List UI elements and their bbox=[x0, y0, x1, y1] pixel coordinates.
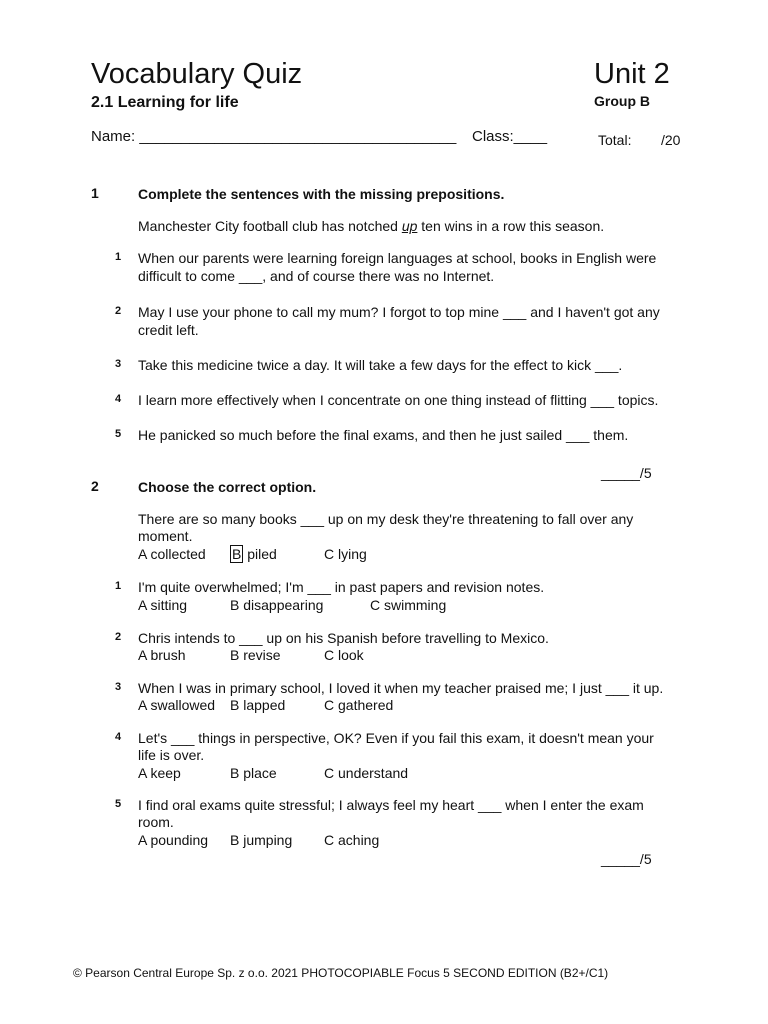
item-text-continued: room. bbox=[138, 814, 174, 830]
option-a: A brush bbox=[138, 647, 186, 663]
total-max: /20 bbox=[661, 132, 681, 148]
section-instruction: Choose the correct option. bbox=[138, 479, 317, 495]
section-score: _____/5 bbox=[601, 465, 652, 481]
section-number: 1 bbox=[91, 185, 99, 201]
item-text: I find oral exams quite stressful; I always feel my heart ___ when I enter the exam bbox=[138, 797, 644, 813]
selected-answer-box: B bbox=[232, 546, 242, 562]
item-text: Take this medicine twice a day. It will take a few days for the effect to kick ___. bbox=[138, 357, 623, 373]
item-text: Let's ___ things in perspective, OK? Even if you fail this exam, it doesn't mean your bbox=[138, 730, 654, 746]
example-sentence bbox=[138, 217, 604, 235]
example-option-b bbox=[230, 545, 277, 563]
item-text-continued: difficult to come ___, and of course there was no Internet. bbox=[138, 268, 495, 284]
option-c: C aching bbox=[324, 832, 380, 848]
section-number: 2 bbox=[91, 478, 99, 494]
section-instruction: Complete the sentences with the missing prepositions. bbox=[138, 186, 505, 202]
item-number: 1 bbox=[115, 580, 122, 592]
item-number: 2 bbox=[115, 305, 122, 317]
option-a: A sitting bbox=[138, 597, 188, 613]
item-number: 4 bbox=[115, 731, 122, 743]
option-b: B revise bbox=[230, 647, 281, 663]
group-label: Group B bbox=[594, 93, 650, 109]
item-text-continued: life is over. bbox=[138, 747, 205, 763]
section-score: _____/5 bbox=[601, 851, 652, 867]
example-sentence: There are so many books ___ up on my desk they're threatening to fall over any bbox=[138, 511, 634, 527]
option-b: B disappearing bbox=[230, 597, 324, 613]
option-b: B place bbox=[230, 765, 277, 781]
item-text: I'm quite overwhelmed; I'm ___ in past papers and revision notes. bbox=[138, 579, 545, 595]
option-a: A pounding bbox=[138, 832, 209, 848]
class-field-label: Class:____ bbox=[472, 128, 548, 145]
total-label: Total: bbox=[598, 132, 632, 148]
item-text: He panicked so much before the final exams, and then he just sailed ___ them. bbox=[138, 427, 629, 443]
example-option-c: C lying bbox=[324, 546, 367, 562]
quiz-subtitle: 2.1 Learning for life bbox=[91, 94, 239, 111]
item-text-continued: credit left. bbox=[138, 322, 199, 338]
item-text: May I use your phone to call my mum? I forgot to top mine ___ and I haven't got any bbox=[138, 304, 660, 320]
option-c: C understand bbox=[324, 765, 409, 781]
item-text: I learn more effectively when I concentrate on one thing instead of flitting ___ topics. bbox=[138, 392, 659, 408]
example-option-b-text: piled bbox=[243, 546, 277, 562]
item-number: 3 bbox=[115, 681, 122, 693]
example-sentence-continued: moment. bbox=[138, 528, 193, 544]
item-number: 4 bbox=[115, 393, 122, 405]
option-c: C swimming bbox=[370, 597, 447, 613]
option-a: A keep bbox=[138, 765, 181, 781]
name-field-label: Name: ______________________________________ bbox=[91, 128, 457, 145]
option-c: C gathered bbox=[324, 697, 394, 713]
item-number: 5 bbox=[115, 428, 122, 440]
item-text: When our parents were learning foreign languages at school, books in English were bbox=[138, 250, 657, 266]
quiz-title: Vocabulary Quiz bbox=[91, 58, 303, 90]
unit-label: Unit 2 bbox=[594, 58, 670, 90]
example-text-after: ten wins in a row this season. bbox=[417, 218, 605, 234]
option-c: C look bbox=[324, 647, 364, 663]
item-number: 2 bbox=[115, 631, 122, 643]
option-a: A swallowed bbox=[138, 697, 216, 713]
option-b: B lapped bbox=[230, 697, 286, 713]
item-number: 5 bbox=[115, 798, 122, 810]
example-text-before: Manchester City football club has notched bbox=[138, 218, 402, 234]
option-b: B jumping bbox=[230, 832, 293, 848]
item-number: 3 bbox=[115, 358, 122, 370]
item-number: 1 bbox=[115, 251, 122, 263]
copyright-footer: © Pearson Central Europe Sp. z o.o. 2021 PHOTOCOPIABLE Focus 5 SECOND EDITION (B2+/C1) bbox=[73, 966, 609, 980]
item-text: Chris intends to ___ up on his Spanish before travelling to Mexico. bbox=[138, 630, 549, 646]
example-option-a: A collected bbox=[138, 546, 206, 562]
example-answer: up bbox=[401, 218, 418, 234]
item-text: When I was in primary school, I loved it when my teacher praised me; I just ___ it up. bbox=[138, 680, 664, 696]
